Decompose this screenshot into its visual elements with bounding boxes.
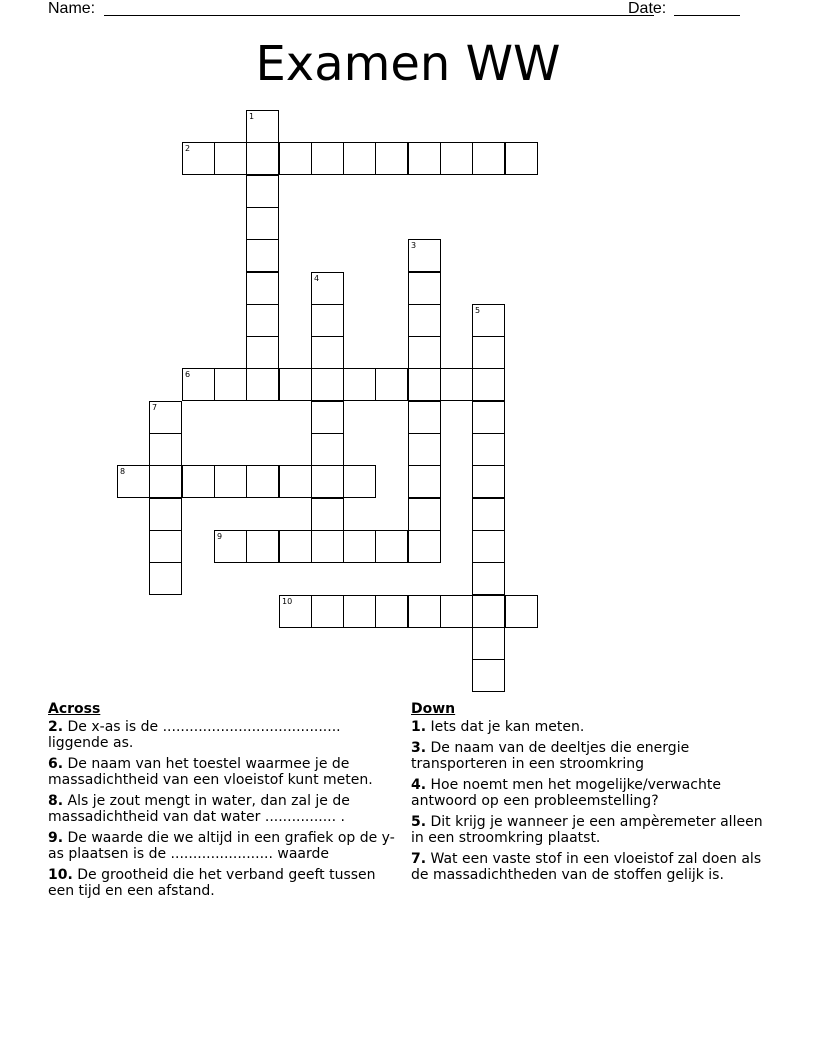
crossword-cell[interactable] xyxy=(311,498,344,531)
date-label: Date: xyxy=(628,0,667,17)
crossword-cell[interactable] xyxy=(214,530,247,563)
crossword-cell[interactable] xyxy=(311,530,344,563)
crossword-cell[interactable] xyxy=(472,401,505,434)
crossword-cell[interactable] xyxy=(408,272,441,305)
crossword-cell[interactable] xyxy=(408,401,441,434)
clue-text: Dit krijg je wanneer je een ampèremeter alleen in een stroomkring plaatst. xyxy=(411,814,763,846)
cell-number: 7 xyxy=(152,403,158,412)
crossword-cell[interactable] xyxy=(472,304,505,337)
clue-down-7 xyxy=(411,851,766,883)
cell-number: 4 xyxy=(314,274,320,283)
crossword-cell[interactable] xyxy=(472,142,505,175)
crossword-cell[interactable] xyxy=(311,304,344,337)
crossword-cell[interactable] xyxy=(311,465,344,498)
crossword-cell[interactable] xyxy=(279,368,312,401)
clue-text: De x-as is de ........................................ liggende as. xyxy=(48,719,341,751)
crossword-cell[interactable] xyxy=(311,272,344,305)
crossword-cell[interactable] xyxy=(343,142,376,175)
crossword-cell[interactable] xyxy=(408,142,441,175)
crossword-cell[interactable] xyxy=(440,142,473,175)
crossword-cell[interactable] xyxy=(472,433,505,466)
crossword-cell[interactable] xyxy=(279,142,312,175)
cell-number: 6 xyxy=(185,370,191,379)
crossword-cell[interactable] xyxy=(472,498,505,531)
crossword-cell[interactable] xyxy=(279,595,312,628)
clue-number: 9. xyxy=(48,830,64,846)
crossword-cell[interactable] xyxy=(472,336,505,369)
crossword-cell[interactable] xyxy=(246,110,279,143)
clue-down-3 xyxy=(411,740,766,772)
crossword-cell[interactable] xyxy=(246,336,279,369)
crossword-cell[interactable] xyxy=(246,142,279,175)
crossword-cell[interactable] xyxy=(311,336,344,369)
cell-number: 10 xyxy=(282,597,293,606)
crossword-cell[interactable] xyxy=(472,530,505,563)
crossword-cell[interactable] xyxy=(472,659,505,692)
crossword-cell[interactable] xyxy=(246,207,279,240)
crossword-cell[interactable] xyxy=(246,530,279,563)
crossword-cell[interactable] xyxy=(246,175,279,208)
clue-across-8 xyxy=(48,793,403,825)
crossword-cell[interactable] xyxy=(408,368,441,401)
crossword-cell[interactable] xyxy=(311,368,344,401)
clue-text: De grootheid die het verband geeft tussen een tijd en een afstand. xyxy=(48,867,376,899)
crossword-cell[interactable] xyxy=(246,272,279,305)
crossword-cell[interactable] xyxy=(149,433,182,466)
crossword-cell[interactable] xyxy=(311,433,344,466)
crossword-cell[interactable] xyxy=(408,433,441,466)
clue-text: Als je zout mengt in water, dan zal je de massadichtheid van dat water ................ . xyxy=(48,793,350,825)
crossword-cell[interactable] xyxy=(375,142,408,175)
crossword-cell[interactable] xyxy=(149,530,182,563)
across-heading: Across xyxy=(48,701,101,717)
crossword-cell[interactable] xyxy=(375,595,408,628)
crossword-cell[interactable] xyxy=(343,368,376,401)
clue-number: 2. xyxy=(48,719,64,735)
crossword-cell[interactable] xyxy=(214,368,247,401)
crossword-cell[interactable] xyxy=(246,368,279,401)
crossword-cell[interactable] xyxy=(505,595,538,628)
crossword-cell[interactable] xyxy=(408,498,441,531)
clue-across-6 xyxy=(48,756,403,788)
clue-down-5 xyxy=(411,814,766,846)
clue-number: 10. xyxy=(48,867,73,883)
clue-text: De naam van de deeltjes die energie transporteren in een stroomkring xyxy=(411,740,690,772)
cell-number: 2 xyxy=(185,144,191,153)
clue-number: 8. xyxy=(48,793,64,809)
clue-text: Wat een vaste stof in een vloeistof zal doen als de massadichtheden van de stoffen gelijk is. xyxy=(411,851,762,883)
crossword-cell[interactable] xyxy=(117,465,150,498)
clue-number: 7. xyxy=(411,851,427,867)
crossword-cell[interactable] xyxy=(246,239,279,272)
crossword-cell[interactable] xyxy=(375,368,408,401)
clue-across-10 xyxy=(48,867,403,899)
crossword-cell[interactable] xyxy=(375,530,408,563)
crossword-cell[interactable] xyxy=(149,465,182,498)
clue-text: De waarde die we altijd in een grafiek op de y-as plaatsen is de ....................... waarde xyxy=(48,830,395,862)
clue-text: De naam van het toestel waarmee je de massadichtheid van een vloeistof kunt meten. xyxy=(48,756,373,788)
cell-number: 3 xyxy=(411,241,417,250)
across-clues xyxy=(48,701,403,904)
crossword-cell[interactable] xyxy=(311,401,344,434)
crossword-cell[interactable] xyxy=(440,368,473,401)
crossword-cell[interactable] xyxy=(246,465,279,498)
crossword-cell[interactable] xyxy=(182,142,215,175)
crossword-cell[interactable] xyxy=(214,465,247,498)
crossword-cell[interactable] xyxy=(472,627,505,660)
crossword-cell[interactable] xyxy=(505,142,538,175)
crossword-cell[interactable] xyxy=(408,239,441,272)
cell-number: 1 xyxy=(249,112,255,121)
date-field[interactable] xyxy=(674,15,740,16)
crossword-cell[interactable] xyxy=(343,465,376,498)
crossword-cell[interactable] xyxy=(149,562,182,595)
clue-down-1 xyxy=(411,719,766,735)
clue-across-9 xyxy=(48,830,403,862)
clue-number: 3. xyxy=(411,740,427,756)
crossword-cell[interactable] xyxy=(311,595,344,628)
crossword-cell[interactable] xyxy=(279,530,312,563)
clue-down-4 xyxy=(411,777,766,809)
crossword-cell[interactable] xyxy=(408,336,441,369)
worksheet-header xyxy=(48,0,768,20)
clue-across-2 xyxy=(48,719,403,751)
crossword-cell[interactable] xyxy=(246,304,279,337)
name-label: Name: xyxy=(48,0,96,17)
down-clues xyxy=(411,701,766,888)
crossword-cell[interactable] xyxy=(440,595,473,628)
crossword-cell[interactable] xyxy=(311,142,344,175)
page-title: Examen WW xyxy=(255,36,561,92)
clue-number: 5. xyxy=(411,814,427,830)
crossword-cell[interactable] xyxy=(472,595,505,628)
crossword-cell[interactable] xyxy=(408,530,441,563)
crossword-cell[interactable] xyxy=(408,595,441,628)
crossword-cell[interactable] xyxy=(472,368,505,401)
clue-text: Hoe noemt men het mogelijke/verwachte antwoord op een probleemstelling? xyxy=(411,777,721,809)
crossword-cell[interactable] xyxy=(149,498,182,531)
clue-number: 4. xyxy=(411,777,427,793)
clue-number: 1. xyxy=(411,719,427,735)
crossword-cell[interactable] xyxy=(472,562,505,595)
crossword-cell[interactable] xyxy=(343,595,376,628)
clue-text: Iets dat je kan meten. xyxy=(426,719,585,735)
crossword-cell[interactable] xyxy=(472,465,505,498)
crossword-cell[interactable] xyxy=(182,368,215,401)
crossword-cell[interactable] xyxy=(214,142,247,175)
crossword-cell[interactable] xyxy=(149,401,182,434)
cell-number: 5 xyxy=(475,306,481,315)
crossword-cell[interactable] xyxy=(408,465,441,498)
crossword-cell[interactable] xyxy=(279,465,312,498)
cell-number: 9 xyxy=(217,532,223,541)
crossword-cell[interactable] xyxy=(343,530,376,563)
cell-number: 8 xyxy=(120,467,126,476)
crossword-cell[interactable] xyxy=(408,304,441,337)
down-heading: Down xyxy=(411,701,456,717)
name-field[interactable] xyxy=(104,15,654,16)
clue-number: 6. xyxy=(48,756,64,772)
crossword-cell[interactable] xyxy=(182,465,215,498)
